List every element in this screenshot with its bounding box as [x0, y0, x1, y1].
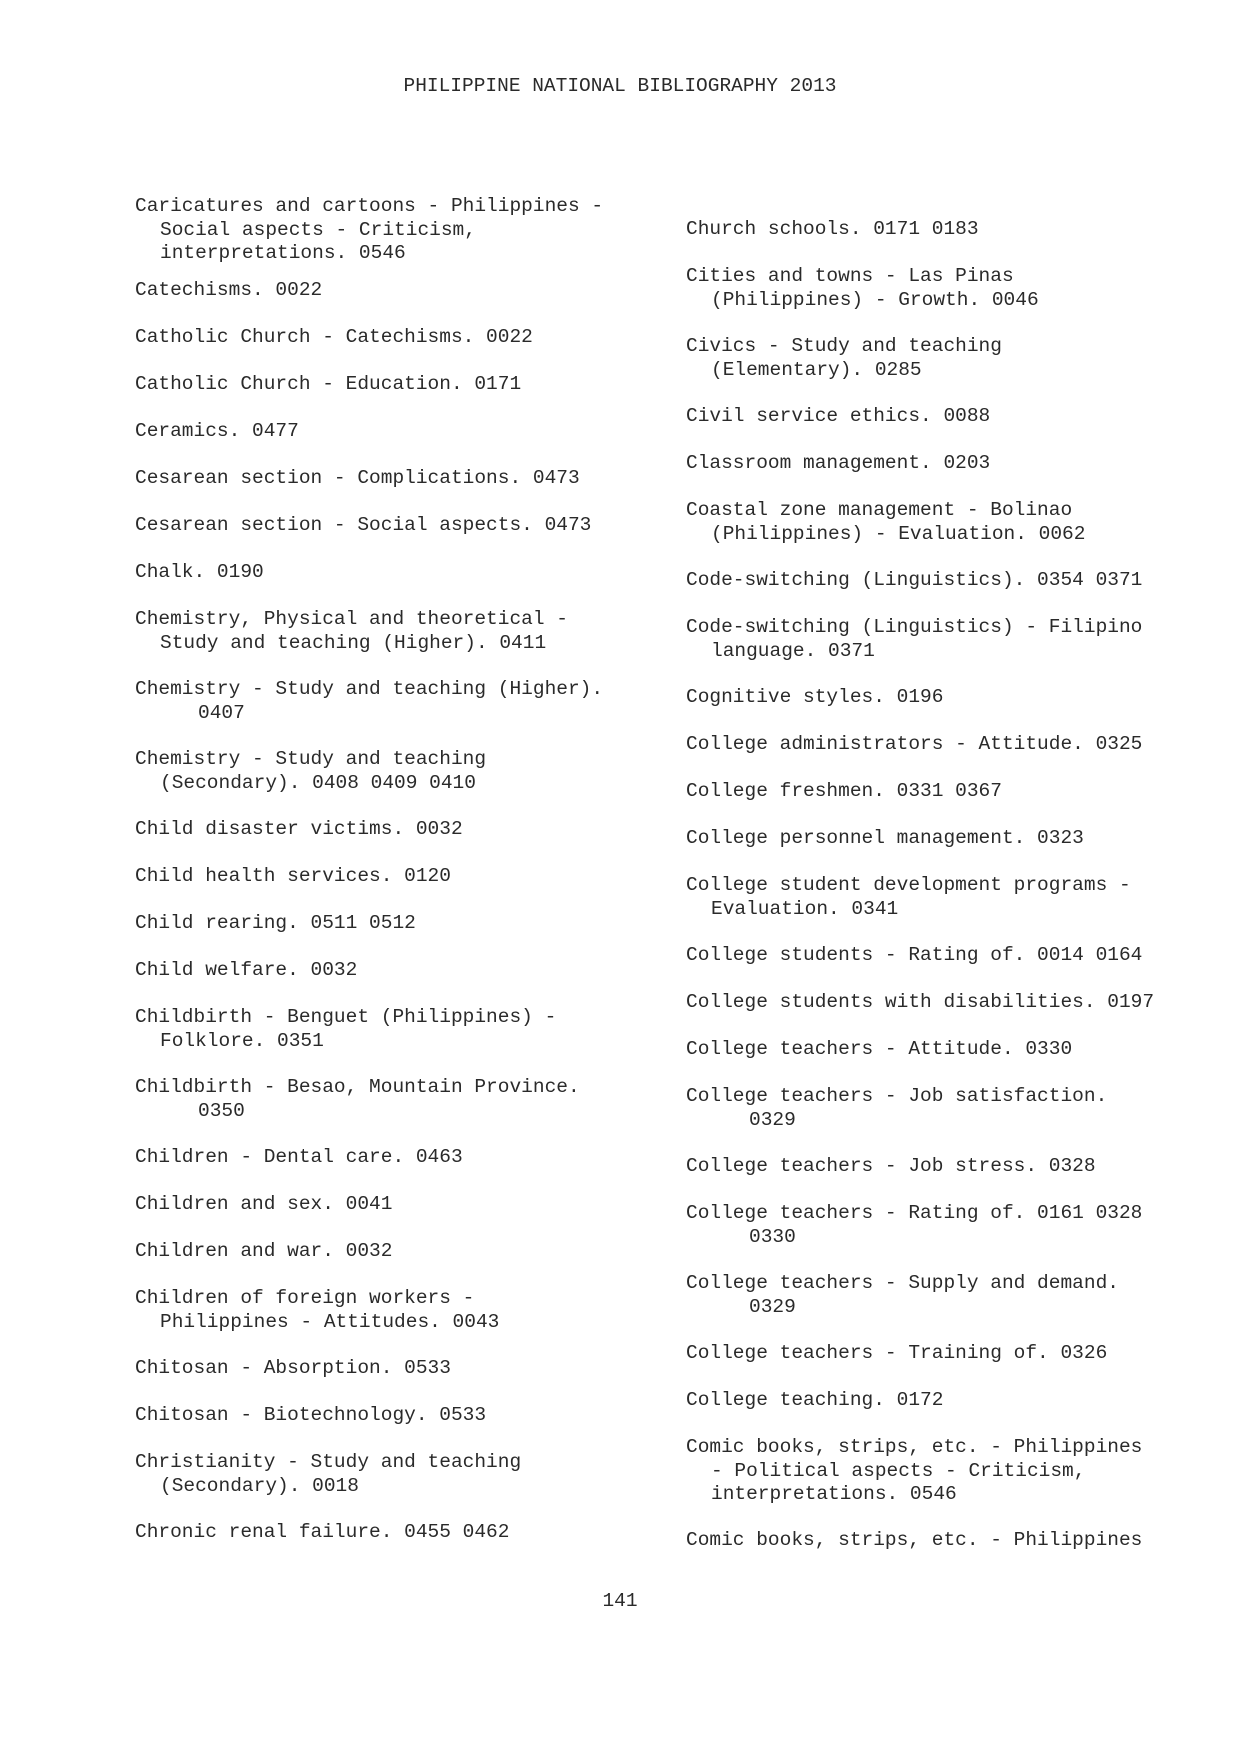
- index-entry: [135, 865, 675, 889]
- entry-line: Caricatures and cartoons - Philippines -: [135, 195, 604, 217]
- entry-line: College personnel management. 0323: [686, 827, 1084, 849]
- entry-line: Child disaster victims. 0032: [135, 818, 463, 840]
- entry-line: interpretations. 0546: [711, 1483, 957, 1506]
- entry-line: 0329: [749, 1108, 796, 1131]
- entry-line: Chemistry - Study and teaching (Higher).: [135, 678, 604, 700]
- entry-line: Children of foreign workers -: [135, 1287, 475, 1309]
- entry-line: Children - Dental care. 0463: [135, 1146, 463, 1168]
- entry-line: Childbirth - Besao, Mountain Province.: [135, 1076, 580, 1098]
- entry-line: College administrators - Attitude. 0325: [686, 733, 1143, 755]
- index-entry: [686, 827, 1226, 851]
- running-title: PHILIPPINE NATIONAL BIBLIOGRAPHY 2013: [403, 75, 837, 97]
- entry-line: Catholic Church - Catechisms. 0022: [135, 326, 533, 348]
- entry-line: (Secondary). 0018: [160, 1474, 359, 1497]
- entry-line: Social aspects - Criticism,: [160, 218, 476, 241]
- entry-line: Chronic renal failure. 0455 0462: [135, 1521, 510, 1543]
- index-entry: [686, 405, 1226, 429]
- entry-line: Evaluation. 0341: [711, 897, 899, 920]
- entry-line: Study and teaching (Higher). 0411: [160, 631, 547, 654]
- entry-line: Church schools. 0171 0183: [686, 218, 979, 240]
- entry-line: Childbirth - Benguet (Philippines) -: [135, 1006, 557, 1028]
- index-entry: [686, 1038, 1226, 1062]
- index-entry: [135, 1193, 675, 1217]
- entry-line: Philippines - Attitudes. 0043: [160, 1310, 500, 1333]
- index-entry: [135, 514, 675, 538]
- entry-line: Code-switching (Linguistics). 0354 0371: [686, 569, 1143, 591]
- index-entry: [686, 1529, 1226, 1553]
- entry-line: Children and sex. 0041: [135, 1193, 393, 1215]
- index-entry: [135, 420, 675, 444]
- index-entry: [135, 1357, 675, 1381]
- entry-line: (Secondary). 0408 0409 0410: [160, 771, 476, 794]
- index-entry: [686, 1272, 1226, 1319]
- index-entry: [686, 686, 1226, 710]
- entry-line: Child welfare. 0032: [135, 959, 358, 981]
- index-entry: [686, 1202, 1226, 1249]
- page-footer: [32, 1590, 1240, 1614]
- entry-line: Code-switching (Linguistics) - Filipino: [686, 616, 1143, 638]
- index-entry: [135, 1404, 675, 1428]
- index-entry: [135, 326, 675, 350]
- index-entry: [135, 912, 675, 936]
- entry-line: Chemistry - Study and teaching: [135, 748, 487, 770]
- index-entry: [135, 1006, 675, 1053]
- entry-line: Chitosan - Absorption. 0533: [135, 1357, 451, 1379]
- index-entry: [135, 959, 675, 983]
- entry-line: Chitosan - Biotechnology. 0533: [135, 1404, 487, 1426]
- entry-line: College student development programs -: [686, 874, 1131, 896]
- index-entry: [135, 373, 675, 397]
- index-entry: [686, 1342, 1226, 1366]
- entry-line: College teachers - Training of. 0326: [686, 1342, 1108, 1364]
- entry-line: Chalk. 0190: [135, 561, 264, 583]
- page-header: [40, 75, 1240, 99]
- index-entry: [135, 1240, 675, 1264]
- index-entry: [686, 1389, 1226, 1413]
- entry-line: College freshmen. 0331 0367: [686, 780, 1002, 802]
- entry-line: College teaching. 0172: [686, 1389, 944, 1411]
- entry-line: language. 0371: [711, 639, 875, 662]
- entry-line: Child rearing. 0511 0512: [135, 912, 416, 934]
- index-entry: [686, 452, 1226, 476]
- entry-line: Comic books, strips, etc. - Philippines: [686, 1529, 1143, 1551]
- entry-line: College teachers - Job satisfaction.: [686, 1085, 1108, 1107]
- entry-line: Christianity - Study and teaching: [135, 1451, 522, 1473]
- index-entry: [135, 1076, 675, 1123]
- index-entry: [686, 1085, 1226, 1132]
- entry-line: Civics - Study and teaching: [686, 335, 1002, 357]
- entry-line: Classroom management. 0203: [686, 452, 991, 474]
- index-entry: [135, 608, 675, 655]
- index-entry: [686, 265, 1226, 312]
- entry-line: Child health services. 0120: [135, 865, 451, 887]
- entry-line: - Political aspects - Criticism,: [711, 1459, 1086, 1482]
- index-entry: [686, 616, 1226, 663]
- entry-line: (Philippines) - Evaluation. 0062: [711, 522, 1086, 545]
- index-entry: [686, 218, 1226, 242]
- index-entry: [135, 467, 675, 491]
- index-entry: [135, 1451, 675, 1498]
- entry-line: College teachers - Attitude. 0330: [686, 1038, 1073, 1060]
- entry-line: Children and war. 0032: [135, 1240, 393, 1262]
- entry-line: Cities and towns - Las Pinas: [686, 265, 1014, 287]
- index-entry: [686, 335, 1226, 382]
- entry-line: 0330: [749, 1225, 796, 1248]
- entry-line: Cesarean section - Social aspects. 0473: [135, 514, 592, 536]
- entry-line: (Philippines) - Growth. 0046: [711, 288, 1039, 311]
- index-entry: [686, 874, 1226, 921]
- index-entry: [686, 499, 1226, 546]
- entry-line: 0329: [749, 1295, 796, 1318]
- entry-line: Chemistry, Physical and theoretical -: [135, 608, 568, 630]
- entry-line: Folklore. 0351: [160, 1029, 324, 1052]
- entry-line: interpretations. 0546: [160, 242, 406, 265]
- index-entry: [135, 678, 675, 725]
- entry-line: 0407: [198, 701, 245, 724]
- index-entry: [686, 569, 1226, 593]
- index-entry: [686, 1436, 1226, 1507]
- index-entry: [686, 733, 1226, 757]
- index-entry: [686, 1155, 1226, 1179]
- entry-line: Cesarean section - Complications. 0473: [135, 467, 580, 489]
- entry-line: College students - Rating of. 0014 0164: [686, 944, 1143, 966]
- index-entry: [135, 1521, 675, 1545]
- index-entry: [135, 1287, 675, 1334]
- entry-line: Ceramics. 0477: [135, 420, 299, 442]
- index-entry: [686, 780, 1226, 804]
- entry-line: Catechisms. 0022: [135, 279, 323, 301]
- index-entry: [135, 1146, 675, 1170]
- entry-line: Comic books, strips, etc. - Philippines: [686, 1436, 1143, 1458]
- page-number: 141: [602, 1590, 638, 1612]
- entry-line: College teachers - Supply and demand.: [686, 1272, 1119, 1294]
- entry-line: College teachers - Job stress. 0328: [686, 1155, 1096, 1177]
- entry-line: Coastal zone management - Bolinao: [686, 499, 1073, 521]
- entry-line: (Elementary). 0285: [711, 358, 922, 381]
- entry-line: College students with disabilities. 0197: [686, 991, 1155, 1013]
- entry-line: College teachers - Rating of. 0161 0328: [686, 1202, 1143, 1224]
- index-entry: [135, 195, 675, 266]
- entry-line: Catholic Church - Education. 0171: [135, 373, 522, 395]
- entry-line: Cognitive styles. 0196: [686, 686, 944, 708]
- index-entry: [135, 561, 675, 585]
- index-entry: [686, 944, 1226, 968]
- entry-line: 0350: [198, 1099, 245, 1122]
- index-entry: [135, 818, 675, 842]
- index-entry: [135, 279, 675, 303]
- index-entry: [686, 991, 1226, 1015]
- entry-line: Civil service ethics. 0088: [686, 405, 991, 427]
- index-entry: [135, 748, 675, 795]
